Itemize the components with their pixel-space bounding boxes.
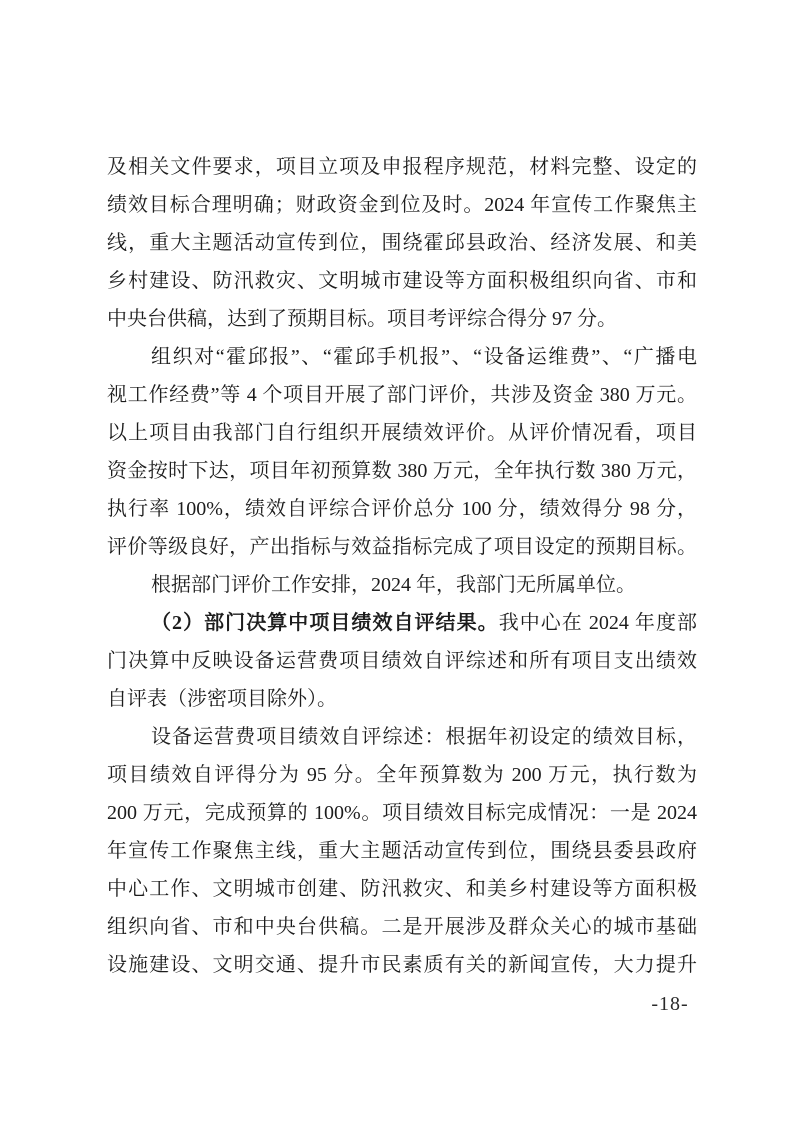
text-run: 项目绩效自评得分为 95 分。全年预算数为 200 万元，执行数为 [107, 764, 697, 786]
text-line [107, 148, 697, 186]
text-line [107, 376, 697, 414]
text-line [107, 338, 697, 376]
text-run: 组织对“霍邱报”、“霍邱手机报”、“设备运维费”、“广播电 [151, 346, 697, 368]
text-line [107, 870, 697, 908]
text-line [107, 224, 697, 262]
text-line [107, 262, 697, 300]
text-run: 及相关文件要求，项目立项及申报程序规范，材料完整、设定的 [107, 156, 697, 178]
text-run: 评价等级良好，产出指标与效益指标完成了项目设定的预期目标。 [107, 536, 697, 558]
text-line [107, 946, 697, 984]
text-run: 中心工作、文明城市创建、防汛救灾、和美乡村建设等方面积极 [107, 878, 697, 900]
document-body [107, 148, 697, 984]
text-line [107, 680, 697, 718]
text-line [107, 414, 697, 452]
text-run: 绩效目标合理明确；财政资金到位及时。2024 年宣传工作聚焦主 [107, 194, 697, 216]
text-run: 我中心在 2024 年度部 [498, 612, 697, 634]
page-number: -18- [651, 993, 689, 1015]
text-line [107, 832, 697, 870]
text-line [107, 718, 697, 756]
text-line [107, 300, 697, 338]
text-line [107, 756, 697, 794]
text-run: 年宣传工作聚焦主线，重大主题活动宣传到位，围绕县委县政府 [107, 840, 697, 862]
text-line [107, 452, 697, 490]
text-run: 组织向省、市和中央台供稿。二是开展涉及群众关心的城市基础 [107, 916, 697, 938]
text-run: 根据部门评价工作安排，2024 年，我部门无所属单位。 [151, 574, 636, 596]
text-line [107, 794, 697, 832]
text-line [107, 566, 697, 604]
text-run: 乡村建设、防汛救灾、文明城市建设等方面积极组织向省、市和 [107, 270, 697, 292]
text-run: 中央台供稿，达到了预期目标。项目考评综合得分 97 分。 [107, 308, 617, 330]
text-run: 线，重大主题活动宣传到位，围绕霍邱县政治、经济发展、和美 [107, 232, 697, 254]
text-line [107, 604, 697, 642]
text-run: 200 万元，完成预算的 100%。项目绩效目标完成情况：一是 2024 [107, 802, 697, 824]
text-line [107, 642, 697, 680]
text-run: 以上项目由我部门自行组织开展绩效评价。从评价情况看，项目 [107, 422, 697, 444]
text-run: 设施建设、文明交通、提升市民素质有关的新闻宣传，大力提升 [107, 954, 697, 976]
text-line [107, 490, 697, 528]
text-run: 资金按时下达，项目年初预算数 380 万元，全年执行数 380 万元， [107, 460, 697, 482]
text-run-bold: （2）部门决算中项目绩效自评结果。 [151, 612, 499, 634]
text-run: 设备运营费项目绩效自评综述：根据年初设定的绩效目标， [151, 726, 697, 748]
text-run: 执行率 100%，绩效自评综合评价总分 100 分，绩效得分 98 分， [107, 498, 697, 520]
text-line [107, 528, 697, 566]
text-line [107, 186, 697, 224]
text-run: 自评表（涉密项目除外）。 [107, 688, 337, 710]
text-run: 门决算中反映设备运营费项目绩效自评综述和所有项目支出绩效 [107, 650, 697, 672]
text-run: 视工作经费”等 4 个项目开展了部门评价，共涉及资金 380 万元。 [107, 384, 697, 406]
text-line [107, 908, 697, 946]
